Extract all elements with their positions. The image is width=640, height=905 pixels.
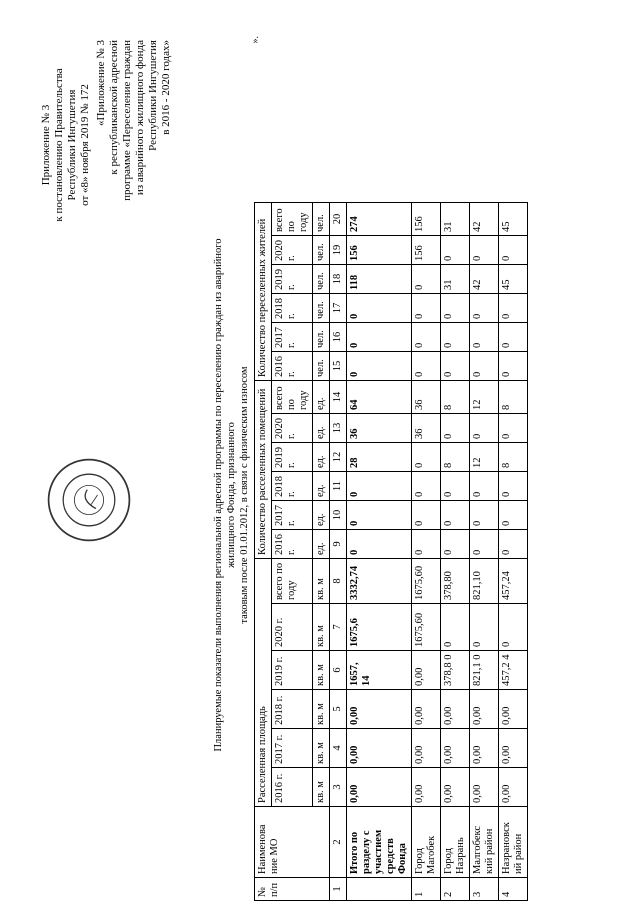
- row-value-cell: 0,00: [470, 768, 499, 807]
- appendix-sub-line: программе «Переселение граждан: [121, 40, 133, 201]
- total-row: [347, 203, 412, 901]
- total-name-cell: Итого по разделу с участием средств Фонда: [347, 807, 412, 878]
- row-value-cell: 0: [499, 501, 528, 530]
- row-value-cell: 0,00: [499, 690, 528, 729]
- appendix-sub-line: в 2016 - 2020 годах»: [160, 40, 172, 135]
- year-cell: всего по году: [272, 381, 313, 414]
- row-value-cell: 0: [499, 414, 528, 443]
- row-value-cell: 42: [470, 265, 499, 294]
- unit-cell: ед.: [313, 530, 330, 559]
- row-value-cell: 0: [470, 501, 499, 530]
- total-value-cell: 0: [347, 294, 412, 323]
- row-value-cell: 45: [499, 265, 528, 294]
- row-value-cell: 821,1 0: [470, 651, 499, 690]
- column-number-cell: 11: [330, 472, 347, 501]
- row-value-cell: 36: [412, 414, 441, 443]
- row-name-cell: Город Назрань: [441, 807, 470, 878]
- column-number-cell: 5: [330, 690, 347, 729]
- year-cell: 2017 г.: [272, 323, 313, 352]
- row-name-cell: Малгобекс кий район: [470, 807, 499, 878]
- row-value-cell: 8: [441, 443, 470, 472]
- total-value-cell: 156: [347, 236, 412, 265]
- row-value-cell: 0,00: [470, 690, 499, 729]
- appendix-line: Приложение № 3: [40, 104, 52, 186]
- column-number-cell: 2: [330, 807, 347, 878]
- row-value-cell: 8: [499, 381, 528, 414]
- row-value-cell: 0,00: [441, 690, 470, 729]
- total-value-cell: 64: [347, 381, 412, 414]
- row-value-cell: 0,00: [441, 729, 470, 768]
- row-value-cell: 378,8 0: [441, 651, 470, 690]
- row-value-cell: 0: [412, 472, 441, 501]
- row-value-cell: 156: [412, 203, 441, 236]
- column-number-cell: 16: [330, 323, 347, 352]
- row-value-cell: 0: [499, 472, 528, 501]
- row-value-cell: 36: [412, 381, 441, 414]
- row-value-cell: 0: [441, 414, 470, 443]
- group-rooms: Количество расселенных помещений: [255, 381, 272, 559]
- appendix-line: от «8» ноября 2019 № 172: [79, 84, 91, 206]
- table-row: [441, 203, 470, 901]
- row-value-cell: 0: [499, 604, 528, 651]
- row-value-cell: 0: [441, 352, 470, 381]
- unit-cell: ед.: [313, 501, 330, 530]
- row-value-cell: 0,00: [470, 729, 499, 768]
- unit-cell: ед.: [313, 472, 330, 501]
- row-value-cell: 45: [499, 203, 528, 236]
- column-number-cell: 12: [330, 443, 347, 472]
- row-value-cell: 0: [412, 530, 441, 559]
- row-value-cell: 0: [499, 530, 528, 559]
- row-value-cell: 0: [470, 323, 499, 352]
- total-value-cell: 0,00: [347, 729, 412, 768]
- header-num: № п/п: [255, 878, 330, 901]
- appendix-sub-line: «Приложение № 3: [95, 40, 107, 127]
- row-value-cell: 8: [499, 443, 528, 472]
- column-number-cell: 14: [330, 381, 347, 414]
- total-value-cell: 118: [347, 265, 412, 294]
- unit-cell: кв. м: [313, 768, 330, 807]
- unit-cell: чел.: [313, 323, 330, 352]
- unit-cell: чел.: [313, 352, 330, 381]
- column-number-row: [330, 203, 347, 901]
- column-number-cell: 3: [330, 768, 347, 807]
- year-cell: 2018 г.: [272, 690, 313, 729]
- column-number-cell: 8: [330, 559, 347, 604]
- total-num-cell: [347, 878, 412, 901]
- column-number-cell: 7: [330, 604, 347, 651]
- row-value-cell: 0: [441, 472, 470, 501]
- unit-cell: ед.: [313, 414, 330, 443]
- row-value-cell: 0: [441, 604, 470, 651]
- total-value-cell: 0: [347, 530, 412, 559]
- row-value-cell: 0: [499, 294, 528, 323]
- row-value-cell: 0,00: [499, 729, 528, 768]
- row-value-cell: 0: [412, 352, 441, 381]
- column-number-cell: 19: [330, 236, 347, 265]
- total-value-cell: 0,00: [347, 768, 412, 807]
- row-value-cell: 0: [412, 265, 441, 294]
- year-cell: 2020 г.: [272, 604, 313, 651]
- row-num-cell: 3: [470, 878, 499, 901]
- unit-cell: чел.: [313, 236, 330, 265]
- header-row-years: [272, 203, 313, 901]
- column-number-cell: 15: [330, 352, 347, 381]
- row-value-cell: 31: [441, 265, 470, 294]
- row-value-cell: 0,00: [441, 768, 470, 807]
- total-value-cell: 274: [347, 203, 412, 236]
- column-number-cell: 18: [330, 265, 347, 294]
- appendix-sub-line: из аварийного жилищного фонда: [134, 40, 146, 196]
- unit-cell: чел.: [313, 265, 330, 294]
- total-value-cell: 36: [347, 414, 412, 443]
- year-cell: 2016 г.: [272, 768, 313, 807]
- year-cell: 2017 г.: [272, 729, 313, 768]
- row-value-cell: 0: [470, 472, 499, 501]
- total-value-cell: 0,00: [347, 690, 412, 729]
- appendix-sub-line: к республиканской адресной: [108, 40, 120, 175]
- appendix-subheader: [95, 40, 173, 250]
- year-cell: всего по году: [272, 559, 313, 604]
- table-body: [412, 203, 528, 901]
- row-value-cell: 8: [441, 381, 470, 414]
- row-value-cell: 0: [470, 530, 499, 559]
- unit-cell: кв. м: [313, 559, 330, 604]
- unit-cell: чел.: [313, 203, 330, 236]
- row-value-cell: 31: [441, 203, 470, 236]
- group-area: Расселенная площадь: [255, 559, 272, 807]
- row-num-cell: 4: [499, 878, 528, 901]
- total-value-cell: 0: [347, 323, 412, 352]
- appendix-sub-line: Республики Ингушетия: [147, 40, 159, 151]
- total-value-cell: 28: [347, 443, 412, 472]
- row-value-cell: 12: [470, 443, 499, 472]
- row-value-cell: 0,00: [412, 768, 441, 807]
- year-cell: 2018 г.: [272, 294, 313, 323]
- title-line: таковым после 01.01.2012, в связи с физическим износом: [239, 366, 250, 624]
- row-value-cell: 0,00: [412, 651, 441, 690]
- total-value-cell: 3332,74: [347, 559, 412, 604]
- year-cell: 2019 г.: [272, 265, 313, 294]
- year-cell: 2020 г.: [272, 414, 313, 443]
- row-name-cell: Город Магобек: [412, 807, 441, 878]
- row-value-cell: 0: [412, 323, 441, 352]
- column-number-cell: 10: [330, 501, 347, 530]
- unit-cell: ед.: [313, 443, 330, 472]
- total-value-cell: 1675,6: [347, 604, 412, 651]
- row-value-cell: 0: [441, 294, 470, 323]
- row-value-cell: 0: [441, 236, 470, 265]
- title-line: Планируемые показатели выполнения региональной адресной программы по переселению граждан из аварийного жилищного Фонда, признанного: [213, 238, 237, 752]
- total-value-cell: 0: [347, 472, 412, 501]
- appendix-header: [40, 40, 92, 250]
- column-number-cell: 4: [330, 729, 347, 768]
- year-cell: 2016 г.: [272, 352, 313, 381]
- row-value-cell: 1675,60: [412, 604, 441, 651]
- row-value-cell: 457,24: [499, 559, 528, 604]
- row-value-cell: 0: [412, 294, 441, 323]
- header-row-units: [313, 203, 330, 901]
- row-value-cell: 0: [470, 352, 499, 381]
- closing-quote: ».: [250, 36, 261, 44]
- total-value-cell: 0: [347, 501, 412, 530]
- total-value-cell: 1657, 14: [347, 651, 412, 690]
- year-cell: всего по году: [272, 203, 313, 236]
- official-stamp: [46, 457, 132, 543]
- row-value-cell: 0: [499, 323, 528, 352]
- table-row: [470, 203, 499, 901]
- column-number-cell: 9: [330, 530, 347, 559]
- row-value-cell: 0,00: [412, 690, 441, 729]
- year-cell: 2019 г.: [272, 443, 313, 472]
- row-name-cell: Назрановск ий район: [499, 807, 528, 878]
- table-row: [499, 203, 528, 901]
- column-number-cell: 20: [330, 203, 347, 236]
- column-number-cell: 1: [330, 878, 347, 901]
- row-value-cell: 1675,60: [412, 559, 441, 604]
- group-people: Количество переселенных жителей: [255, 203, 272, 381]
- column-number-cell: 17: [330, 294, 347, 323]
- year-cell: 2018 г.: [272, 472, 313, 501]
- unit-cell: ед.: [313, 381, 330, 414]
- program-table: [254, 202, 528, 901]
- header-name: Наименова ние МО: [255, 807, 330, 878]
- row-num-cell: 1: [412, 878, 441, 901]
- row-value-cell: 378,80: [441, 559, 470, 604]
- appendix-line: Республики Ингушетия: [66, 89, 78, 201]
- row-value-cell: 0,00: [499, 768, 528, 807]
- row-num-cell: 2: [441, 878, 470, 901]
- row-value-cell: 0,00: [412, 729, 441, 768]
- unit-cell: кв. м: [313, 651, 330, 690]
- row-value-cell: 42: [470, 203, 499, 236]
- total-value-cell: 0: [347, 352, 412, 381]
- unit-cell: кв. м: [313, 604, 330, 651]
- row-value-cell: 457,2 4: [499, 651, 528, 690]
- year-cell: 2020 г.: [272, 236, 313, 265]
- year-cell: 2019 г.: [272, 651, 313, 690]
- row-value-cell: 0: [441, 501, 470, 530]
- header-row-groups: [255, 203, 272, 901]
- row-value-cell: 0: [499, 352, 528, 381]
- unit-cell: кв. м: [313, 690, 330, 729]
- row-value-cell: 0: [470, 414, 499, 443]
- unit-cell: чел.: [313, 294, 330, 323]
- row-value-cell: 0: [412, 443, 441, 472]
- appendix-line: к постановлению Правительства: [53, 68, 65, 222]
- table-row: [412, 203, 441, 901]
- row-value-cell: 0: [470, 604, 499, 651]
- row-value-cell: 12: [470, 381, 499, 414]
- year-cell: 2017 г.: [272, 501, 313, 530]
- column-number-cell: 13: [330, 414, 347, 443]
- row-value-cell: 0: [412, 501, 441, 530]
- row-value-cell: 0: [499, 236, 528, 265]
- row-value-cell: 0: [441, 323, 470, 352]
- row-value-cell: 0: [441, 530, 470, 559]
- row-value-cell: 0: [470, 294, 499, 323]
- unit-cell: кв. м: [313, 729, 330, 768]
- row-value-cell: 0: [470, 236, 499, 265]
- year-cell: 2016 г.: [272, 530, 313, 559]
- row-value-cell: 821,10: [470, 559, 499, 604]
- row-value-cell: 156: [412, 236, 441, 265]
- column-number-cell: 6: [330, 651, 347, 690]
- document-title: [212, 235, 251, 755]
